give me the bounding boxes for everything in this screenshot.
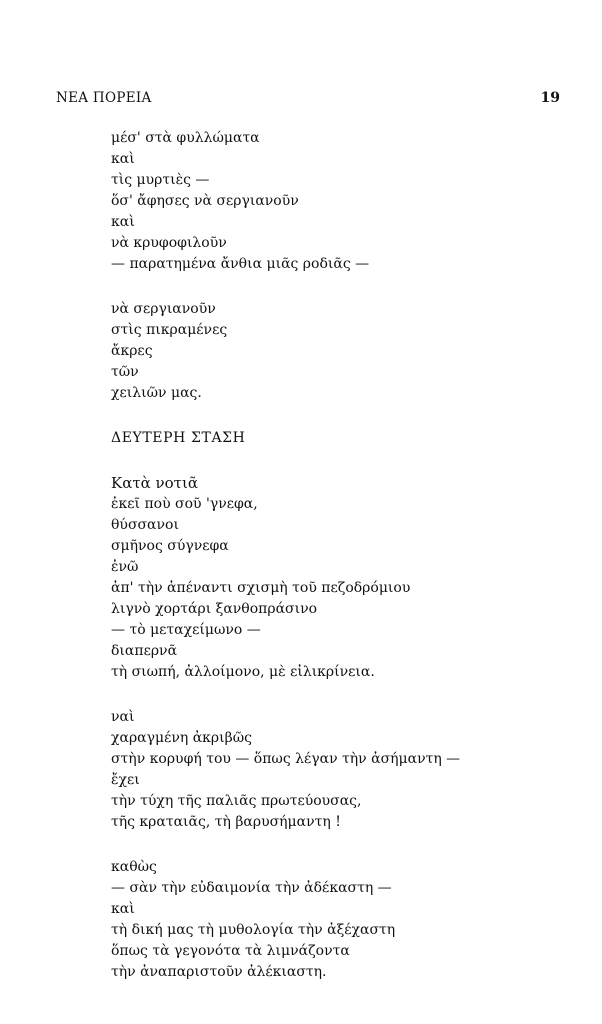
poem-line: — παρατημένα ἄνθια μιᾶς ροδιᾶς — [111,256,370,272]
stanza [111,707,581,833]
poem-line: χειλιῶν μας. [111,385,202,401]
poem-line: καὶ [111,901,135,917]
poem-line: μέσ' στὰ φυλλώματα [111,130,260,146]
poem-line: στὴν κορυφή του — ὅπως λέγαν τὴν ἀσήμαντη — [111,751,461,767]
poem-line: ἐκεῖ ποὺ σοῦ 'γνεφα, [111,496,258,512]
poem-line: καὶ [111,214,135,230]
poem-line: — τὸ μεταχείμωνο — [111,622,261,638]
running-head: ΝΕΑ ΠΟΡΕΙΑ [56,90,152,106]
poem-line: ἔχει [111,772,140,788]
poem-line: — σὰν τὴν εὐδαιμονία τὴν ἀδέκαστη — [111,880,392,896]
page-number: 19 [540,90,560,106]
poem-line: ἀπ' τὴν ἀπέναντι σχισμὴ τοῦ πεζοδρόμιου [111,580,411,596]
poem-line: διαπερνᾶ [111,643,178,659]
poem-line: νὰ κρυφοφιλοῦν [111,235,227,251]
poem-line: λιγνὸ χορτάρι ξανθοπράσινο [111,601,318,617]
section-title: ΔΕΥΤΕΡΗ ΣΤΑΣΗ [111,430,246,446]
poem-line: χαραγμένη ἀκριβῶς [111,730,252,746]
poem-line: καθὼς [111,859,157,875]
poem-line: ἄκρες [111,343,153,359]
poem-line: ναὶ [111,709,135,725]
poem-line: ὅσ' ἄφησες νὰ σεργιανοῦν [111,193,299,209]
poem-line: Κατὰ νοτιᾶ [111,474,198,492]
poem-line: ὅπως τὰ γεγονότα τὰ λιμνάζοντα [111,943,350,959]
poem-line: τῆς κραταιᾶς, τὴ βαρυσήμαντη ! [111,814,341,830]
poem-line: καὶ [111,151,135,167]
poem-line: σμῆνος σύγνεφα [111,538,229,554]
stanza [111,857,581,983]
stanza [111,473,581,683]
poem-line: τῶν [111,364,139,380]
poem-line: ἐνῶ [111,559,139,575]
poem-body [111,128,581,1007]
poem-line: στὶς πικραμένες [111,322,228,338]
poem-line: τὴ σιωπή, ἀλλοίμονο, μὲ εἰλικρίνεια. [111,664,375,680]
page-header [56,90,560,110]
poem-line: θύσσανοι [111,517,179,533]
stanza [111,128,581,275]
poem-line: τὶς μυρτιὲς — [111,172,210,188]
poem-line: τὴ δική μας τὴ μυθολογία τὴν ἀξέχαστη [111,922,396,938]
poem-line: τὴν τύχη τῆς παλιᾶς πρωτεύουσας, [111,793,362,809]
stanza [111,299,581,404]
poem-line: νὰ σεργιανοῦν [111,301,216,317]
poem-line: τὴν ἀναπαριστοῦν ἀλέκιαστη. [111,964,327,980]
